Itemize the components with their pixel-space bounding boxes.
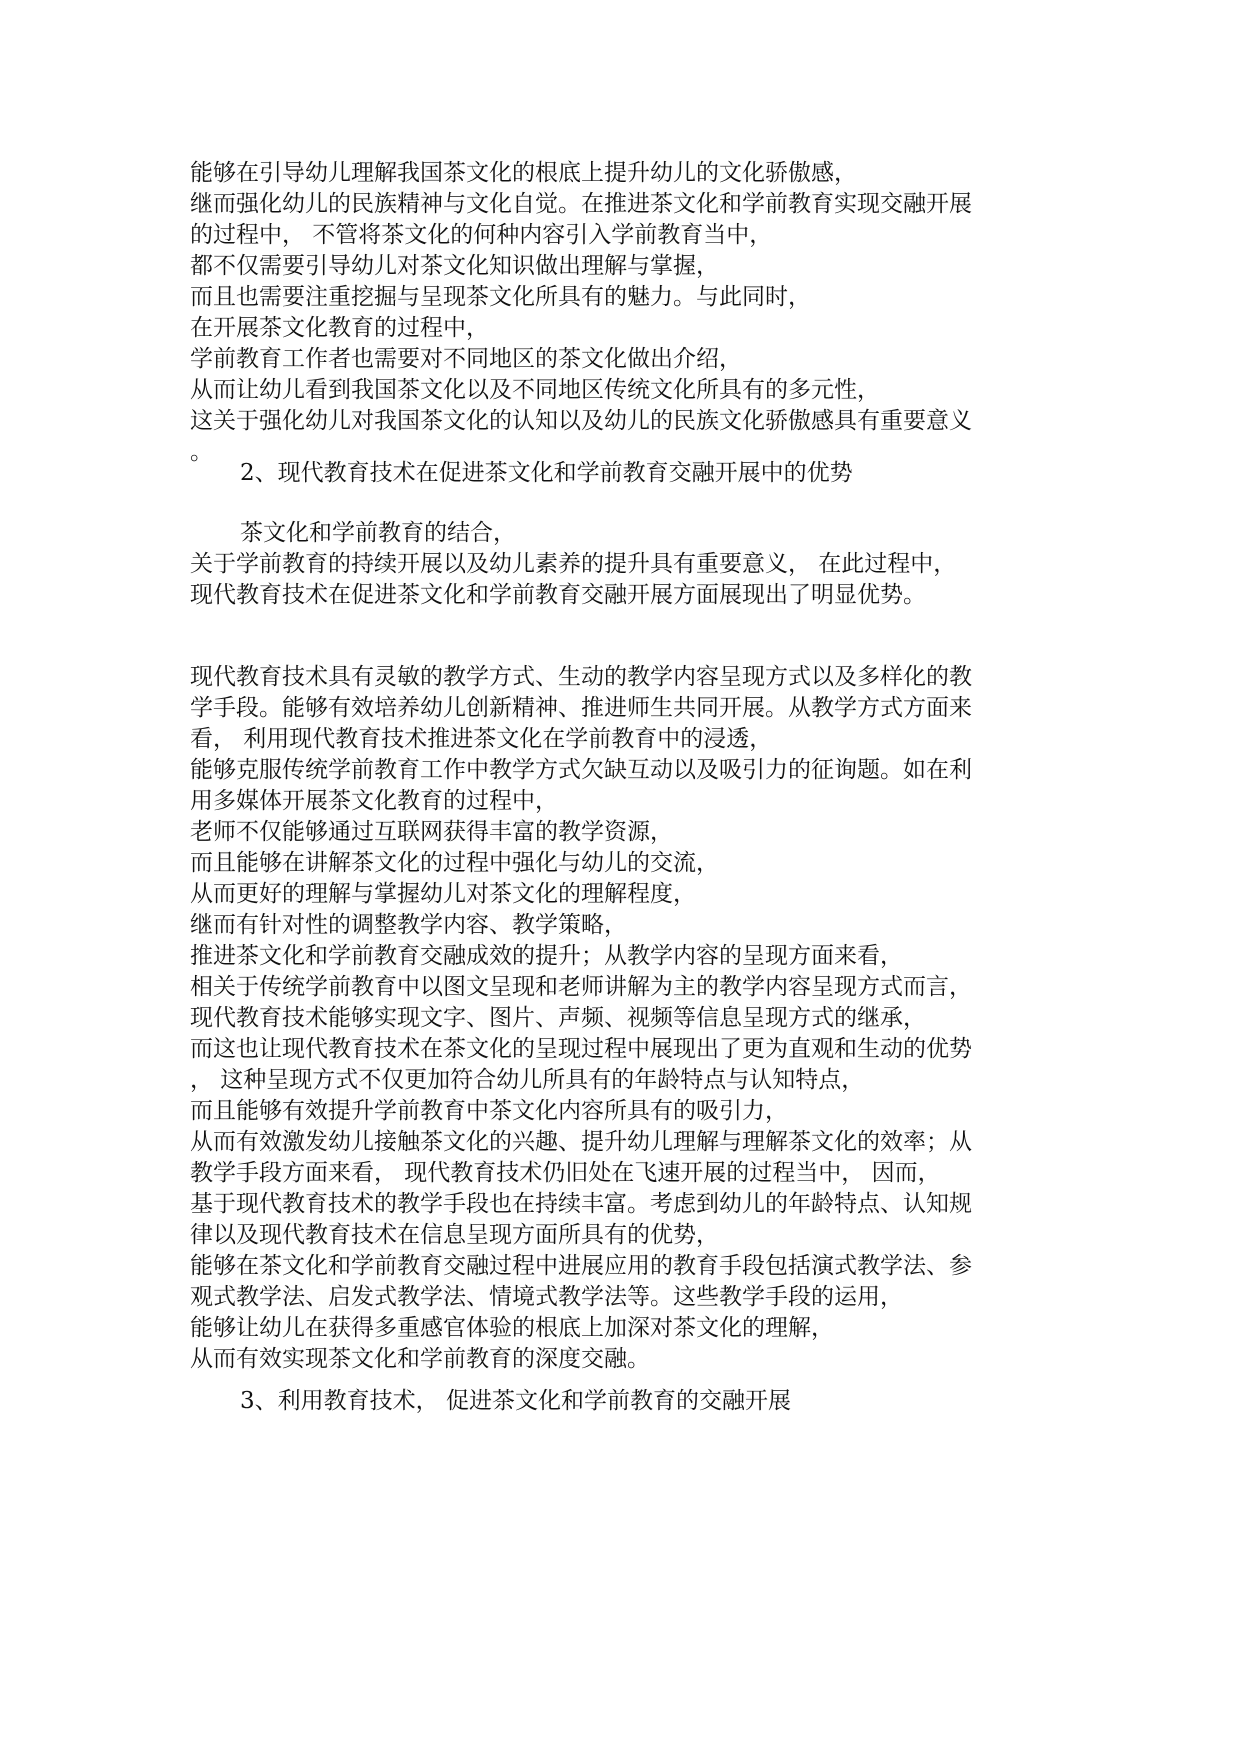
text-line: 从而有效实现茶文化和学前教育的深度交融。 bbox=[190, 1346, 650, 1372]
section-heading-3 bbox=[190, 1386, 1070, 1417]
text-line: 继而有针对性的调整教学内容、教学策略， bbox=[190, 912, 627, 938]
text-line: 这关于强化幼儿对我国茶文化的认知以及幼儿的民族文化骄傲感具有重要意义 bbox=[190, 408, 972, 434]
text-line: 关于学前教育的持续开展以及幼儿素养的提升具有重要意义， 在此过程中， bbox=[190, 551, 957, 577]
text-line: 能够在茶文化和学前教育交融过程中进展应用的教育手段包括演式教学法、参 bbox=[190, 1253, 972, 1279]
text-line: 能够克服传统学前教育工作中教学方式欠缺互动以及吸引力的征询题。如在利 bbox=[190, 757, 972, 783]
text-line: 从而有效激发幼儿接触茶文化的兴趣、提升幼儿理解与理解茶文化的效率；从 bbox=[190, 1129, 972, 1155]
text-line: 继而强化幼儿的民族精神与文化自觉。在推进茶文化和学前教育实现交融开展 bbox=[190, 191, 972, 217]
text-line: 教学手段方面来看， 现代教育技术仍旧处在飞速开展的过程当中， 因而， bbox=[190, 1160, 941, 1186]
text-line: 的过程中， 不管将茶文化的何种内容引入学前教育当中， bbox=[190, 222, 773, 248]
text-line: 学前教育工作者也需要对不同地区的茶文化做出介绍， bbox=[190, 346, 742, 372]
text-line: 而且也需要注重挖掘与呈现茶文化所具有的魅力。与此同时， bbox=[190, 284, 811, 310]
text-line: 学手段。能够有效培养幼儿创新精神、推进师生共同开展。从教学方式方面来 bbox=[190, 695, 972, 721]
text-line: 都不仅需要引导幼儿对茶文化知识做出理解与掌握， bbox=[190, 253, 719, 279]
text-line: 从而更好的理解与掌握幼儿对茶文化的理解程度， bbox=[190, 881, 696, 907]
text-line: 而这也让现代教育技术在茶文化的呈现过程中展现出了更为直观和生动的优势 bbox=[190, 1036, 972, 1062]
paragraph-intro bbox=[190, 518, 1070, 611]
heading-text: 2、现代教育技术在促进茶文化和学前教育交融开展中的优势 bbox=[240, 460, 853, 486]
text-line: 看， 利用现代教育技术推进茶文化在学前教育中的浸透， bbox=[190, 726, 773, 752]
paragraph-body bbox=[190, 662, 1070, 1375]
text-line: 老师不仅能够通过互联网获得丰富的教学资源， bbox=[190, 819, 673, 845]
text-line: 而且能够在讲解茶文化的过程中强化与幼儿的交流， bbox=[190, 850, 719, 876]
text-line: 能够让幼儿在获得多重感官体验的根底上加深对茶文化的理解， bbox=[190, 1315, 834, 1341]
text-line: 观式教学法、启发式教学法、情境式教学法等。这些教学手段的运用， bbox=[190, 1284, 903, 1310]
text-line: 从而让幼儿看到我国茶文化以及不同地区传统文化所具有的多元性， bbox=[190, 377, 880, 403]
text-line: 律以及现代教育技术在信息呈现方面所具有的优势， bbox=[190, 1222, 719, 1248]
text-line: ， 这种呈现方式不仅更加符合幼儿所具有的年龄特点与认知特点， bbox=[190, 1067, 865, 1093]
text-line: 现代教育技术在促进茶文化和学前教育交融开展方面展现出了明显优势。 bbox=[190, 582, 926, 608]
text-line: 而且能够有效提升学前教育中茶文化内容所具有的吸引力， bbox=[190, 1098, 788, 1124]
text-line: 能够在引导幼儿理解我国茶文化的根底上提升幼儿的文化骄傲感， bbox=[190, 160, 857, 186]
text-line: 相关于传统学前教育中以图文呈现和老师讲解为主的教学内容呈现方式而言， bbox=[190, 974, 972, 1000]
text-line: 。 bbox=[190, 439, 213, 465]
text-line: 现代教育技术能够实现文字、图片、声频、视频等信息呈现方式的继承， bbox=[190, 1005, 926, 1031]
paragraph-continued bbox=[190, 158, 1070, 468]
text-line: 在开展茶文化教育的过程中， bbox=[190, 315, 489, 341]
text-line: 现代教育技术具有灵敏的教学方式、生动的教学内容呈现方式以及多样化的教 bbox=[190, 664, 972, 690]
text-line: 茶文化和学前教育的结合， bbox=[240, 520, 516, 546]
text-line: 推进茶文化和学前教育交融成效的提升；从教学内容的呈现方面来看， bbox=[190, 943, 903, 969]
text-line: 基于现代教育技术的教学手段也在持续丰富。考虑到幼儿的年龄特点、认知规 bbox=[190, 1191, 972, 1217]
text-line: 用多媒体开展茶文化教育的过程中， bbox=[190, 788, 558, 814]
section-heading-2 bbox=[190, 458, 1070, 489]
heading-text: 3、利用教育技术， 促进茶文化和学前教育的交融开展 bbox=[240, 1388, 791, 1414]
